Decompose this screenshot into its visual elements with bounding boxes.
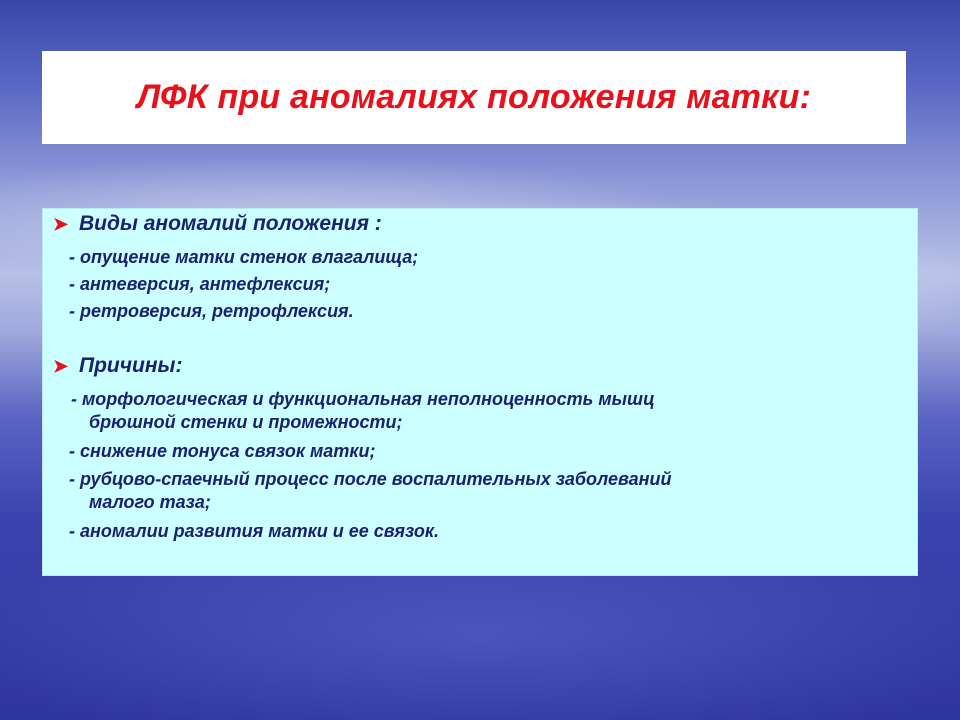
- list-item: - антеверсия, антефлексия;: [69, 274, 331, 294]
- list-item: малого таза;: [89, 492, 211, 512]
- slide-title: ЛФК при аномалиях положения матки:: [136, 78, 812, 116]
- section-heading: Виды аномалий положения :: [79, 212, 382, 235]
- content-box: [42, 208, 918, 576]
- list-item: - рубцово-спаечный процесс после воспалительных заболеваний: [69, 469, 672, 489]
- list-item: брюшной стенки и промежности;: [89, 412, 403, 432]
- section-types-heading: [53, 212, 382, 236]
- section-heading: Причины:: [79, 354, 183, 377]
- arrow-bullet-icon: ➤: [53, 355, 69, 376]
- list-item: - опущение матки стенок влагалища;: [69, 247, 419, 267]
- title-box: [42, 51, 906, 144]
- list-item: - морфологическая и функциональная неполноценность мышц: [71, 389, 655, 409]
- section-causes-heading: [53, 354, 182, 378]
- list-item: - ретроверсия, ретрофлексия.: [69, 301, 354, 321]
- list-item: - снижение тонуса связок матки;: [69, 441, 376, 461]
- list-item: - аномалии развития матки и ее связок.: [69, 521, 440, 541]
- arrow-bullet-icon: ➤: [53, 213, 69, 234]
